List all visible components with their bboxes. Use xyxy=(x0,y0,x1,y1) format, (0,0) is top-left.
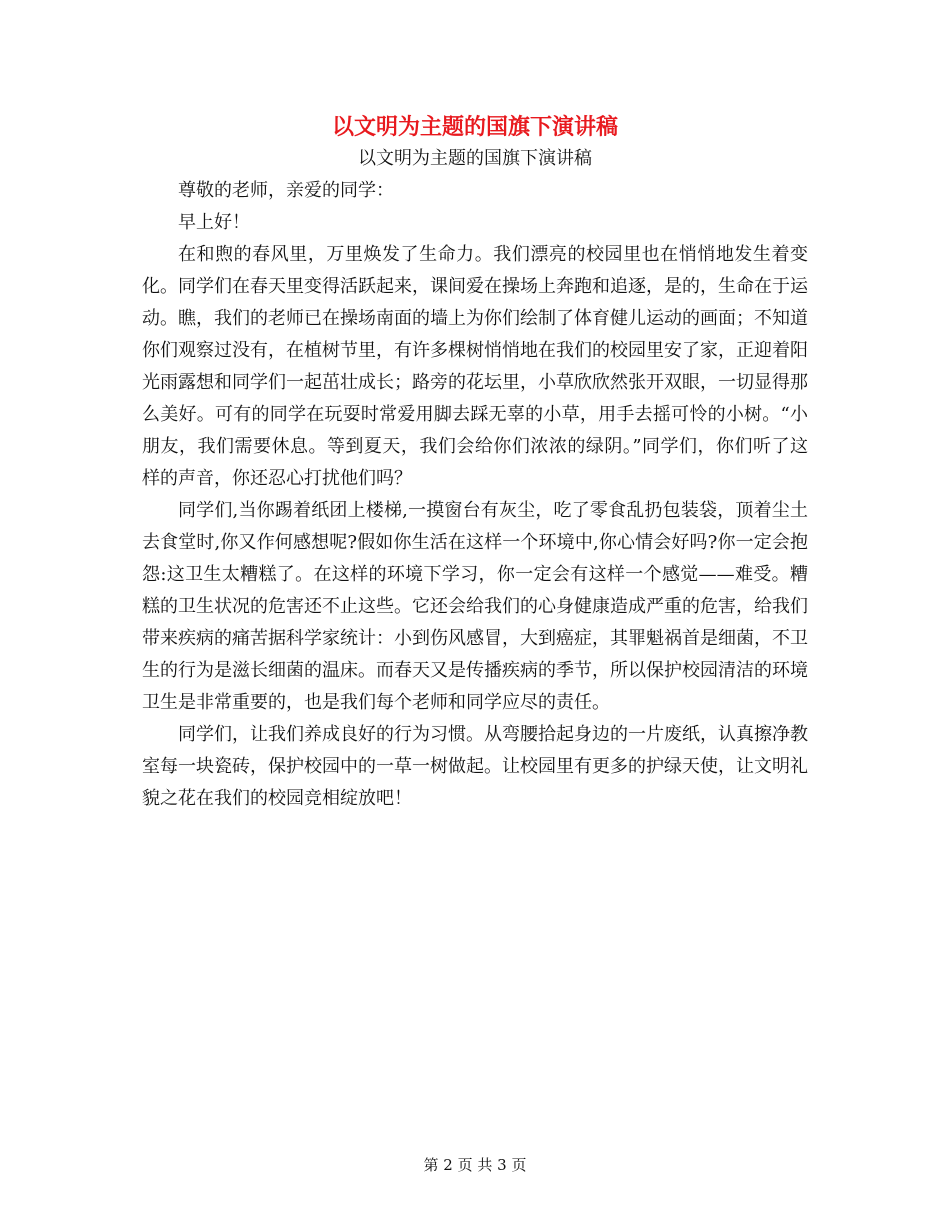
salutation-paragraph: 尊敬的老师，亲爱的同学： xyxy=(178,180,394,201)
document-subtitle: 以文明为主题的国旗下演讲稿 xyxy=(358,148,592,169)
page-number-footer: 第 2 页 共 3 页 xyxy=(423,1156,527,1174)
body-paragraph-closing: 同学们，让我们养成良好的行为习惯。从弯腰拾起身边的一片废纸，认真擦净教室每一块瓷砖，保护校园中的一草一树做起。让校园里有更多的护绿天使，让文明礼貌之花在我们的校园竞相绽放吧！ xyxy=(142,724,808,809)
document-title: 以文明为主题的国旗下演讲稿 xyxy=(331,114,618,140)
document-body xyxy=(142,143,808,815)
body-paragraph-hygiene: 同学们,当你踢着纸团上楼梯,一摸窗台有灰尘，吃了零食乱扔包装袋，顶着尘土去食堂时,你又作何感想呢?假如你生活在这样一个环境中,你心情会好吗?你一定会抱怨:这卫生太糟糕了。在这样的环境下学习，你一定会有这样一个感觉——难受。糟糕的卫生状况的危害还不止这些。它还会给我们的心身健康造成严重的危害，给我们带来疾病的痛苦据科学家统计：小到伤风感冒，大到癌症，其罪魁祸首是细菌，不卫生的行为是滋长细菌的温床。而春天又是传播疾病的季节，所以保护校园清洁的环境卫生是非常重要的，也是我们每个老师和同学应尽的责任。 xyxy=(142,500,808,713)
greeting-paragraph: 早上好！ xyxy=(178,212,250,233)
body-paragraph-spring: 在和煦的春风里，万里焕发了生命力。我们漂亮的校园里也在悄悄地发生着变化。同学们在春天里变得活跃起来，课间爱在操场上奔跑和追逐，是的，生命在于运动。瞧，我们的老师已在操场南面的墙上为你们绘制了体育健儿运动的画面；不知道你们观察过没有，在植树节里，有许多棵树悄悄地在我们的校园里安了家，正迎着阳光雨露想和同学们一起茁壮成长；路旁的花坛里，小草欣欣然张开双眼，一切显得那么美好。可有的同学在玩耍时常爱用脚去踩无辜的小草，用手去摇可怜的小树。“小朋友，我们需要休息。等到夏天，我们会给你们浓浓的绿阴。”同学们，你们听了这样的声音，你还忍心打扰他们吗？ xyxy=(142,244,808,489)
